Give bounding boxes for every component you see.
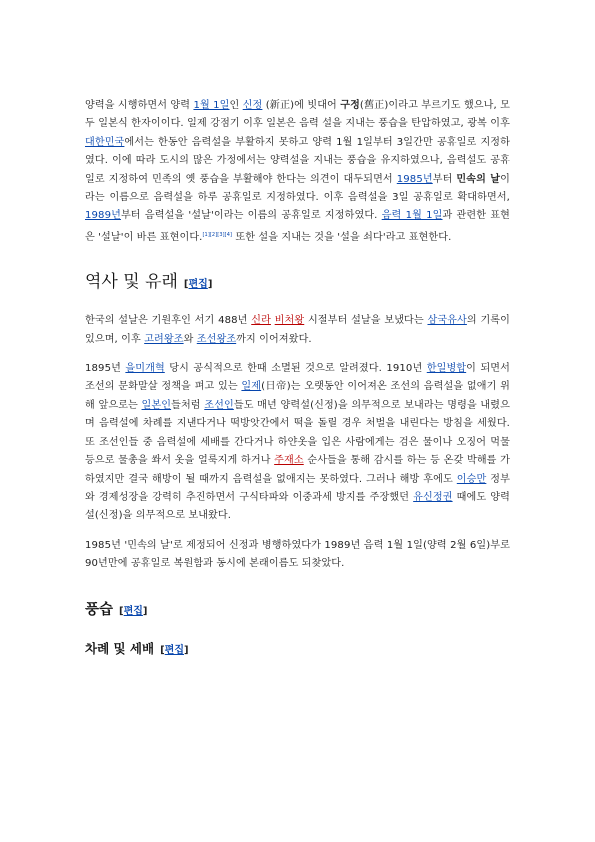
edit-section-link xyxy=(119,606,147,617)
bracket: [ xyxy=(119,605,124,617)
link-joseon-people[interactable]: 조선인 xyxy=(204,399,234,411)
text: 까지 이어져왔다. xyxy=(236,333,312,345)
section-heading-rites xyxy=(85,639,510,657)
text: 들처럼 xyxy=(171,399,205,411)
section-heading-history xyxy=(85,267,510,292)
text: 이 되면서 조선의 문화말살 정책을 펴고 있는 xyxy=(85,363,511,393)
link-annexation[interactable]: 한일병합 xyxy=(426,363,467,375)
link-korea[interactable]: 대한민국 xyxy=(85,136,125,148)
link-yushin-regime[interactable]: 유신정권 xyxy=(413,491,453,503)
link-lunar-jan-1[interactable]: 음력 1월 1일 xyxy=(381,210,443,222)
text: 부터 xyxy=(432,173,457,185)
text: 한국의 설날은 기원후인 서기 488년 xyxy=(85,315,252,327)
paragraph-restoration xyxy=(85,537,510,574)
text: 양력을 시행하면서 양력 xyxy=(85,100,194,111)
text: 들도 매년 양력설(신정)을 의무적으로 보내라는 명령을 내렸으며 음력설에 차례를 지낸다거나 떡방앗간에서 떡을 돌릴 경우 처벌을 내린다는 방침을 세웠다. 또 조선인들 중 음력설에 세배를 간다거나 하얀옷을 입은 사람에게는 검은 물이나 오징어 먹물 등으로 물총을 쏴서 옷을 얼룩지게 하거나 xyxy=(85,399,510,467)
link-samguk-yusa[interactable]: 삼국유사 xyxy=(427,315,467,327)
edit-section-link xyxy=(160,645,188,656)
edit-section-link xyxy=(184,279,212,290)
text: 때에도 양력설(신정)을 의무적으로 보내왔다. xyxy=(85,491,510,522)
bracket: [ xyxy=(183,279,189,291)
text: 1985년 '민속의 날'로 제정되어 신정과 병행하였다가 1989년 음력 1월 1일(양력 2월 6일)부로 90년만에 공휴일로 복원함과 동시에 본래이름도 되찾았다. xyxy=(85,539,510,570)
text: 이라는 이름으로 음력설을 하루 공휴일로 지정하였다. 이후 음력설을 3일 공휴일로 확대하면서, xyxy=(85,173,510,204)
text: 시절부터 설날을 보냈다는 xyxy=(304,315,428,327)
text: 와 xyxy=(183,333,197,345)
text: 순사들을 통해 감시를 하는 등 온갖 박해를 가하였지만 결국 해방이 될 때까지 음력설을 없애지는 못하였다. 그러나 해방 후에도 xyxy=(85,455,510,485)
text: 부터 음력설을 '설날'이라는 이름의 공휴일로 지정하였다. xyxy=(120,210,382,222)
article-body xyxy=(85,97,510,657)
link-1985[interactable]: 1985년 xyxy=(396,173,433,185)
paragraph-history-detail xyxy=(85,360,510,526)
bold-folk-day: 민속의 날 xyxy=(456,173,501,185)
link-jan-1[interactable]: 1월 1일 xyxy=(193,100,230,111)
link-bicheo-king[interactable]: 비처왕 xyxy=(274,315,305,327)
link-japanese-empire[interactable]: 일제 xyxy=(241,381,262,393)
bracket: ] xyxy=(184,644,189,656)
bold-gujeong: 구정 xyxy=(340,100,360,111)
text: 당시 공식적으로 한때 소멸된 것으로 알려졌다. 1910년 xyxy=(164,363,427,375)
text: 에서는 한동안 음력설을 부활하지 못하고 양력 1월 1일부터 3일간만 공휴일로 지정하였다. 이에 따라 도시의 많은 가정에서는 양력설을 지내는 풍습을 유지하였으나, 음력설도 공휴일로 지정하여 민족의 옛 풍습을 부활해야 한다는 의견이 대두되면서 xyxy=(85,136,510,185)
footnote-refs[interactable]: [1][2][3][4] xyxy=(202,231,233,238)
text: 과 관련한 표현은 '설날'이 바른 표현이다. xyxy=(85,210,510,243)
heading-title: 풍습 xyxy=(85,601,114,618)
bracket: [ xyxy=(160,644,165,656)
text: 의 기록이 있으며, 이후 xyxy=(85,315,511,345)
link-1989[interactable]: 1989년 xyxy=(85,210,121,222)
link-goryeo[interactable]: 고려왕조 xyxy=(144,333,184,345)
paragraph-intro xyxy=(85,97,510,247)
heading-title: 차례 및 세배 xyxy=(85,640,155,656)
text: (舊正)이라고 부르기도 했으나, 모두 일본식 한자이이다. 일제 강점기 이후 일본은 음력 설을 지내는 풍습을 탄압하였고, 광복 이후 xyxy=(85,100,510,130)
edit-link[interactable]: 편집 xyxy=(164,644,184,656)
text: 또한 설을 지내는 것을 '설을 쇠다'라고 표현한다. xyxy=(232,231,452,243)
heading-title: 역사 및 유래 xyxy=(85,272,178,293)
text: 인 xyxy=(229,100,243,111)
paragraph-origin xyxy=(85,312,510,349)
edit-link[interactable]: 편집 xyxy=(123,605,143,617)
bracket: ] xyxy=(207,279,213,291)
text: 정부와 경제성장을 강력히 추진하면서 구식타파와 이중과세 방지를 주장했던 xyxy=(85,473,510,503)
link-syngman-rhee[interactable]: 이승만 xyxy=(456,473,487,485)
section-heading-customs xyxy=(85,598,510,619)
link-sinjeong[interactable]: 신정 xyxy=(242,100,263,111)
text: (新正)에 빗대어 xyxy=(262,100,341,111)
text: 1895년 xyxy=(85,363,126,375)
link-japanese-people[interactable]: 일본인 xyxy=(141,399,172,411)
bracket: ] xyxy=(142,605,148,617)
link-silla[interactable]: 신라 xyxy=(251,315,271,327)
text: (日帝)는 오랫동안 이어져온 조선의 음력설을 없애기 위해 앞으로는 xyxy=(85,381,510,411)
edit-link[interactable]: 편집 xyxy=(188,279,208,291)
link-eulmi-reform[interactable]: 을미개혁 xyxy=(125,363,165,375)
link-joseon[interactable]: 조선왕조 xyxy=(196,333,237,345)
link-jujaeso[interactable]: 주재소 xyxy=(274,455,304,467)
